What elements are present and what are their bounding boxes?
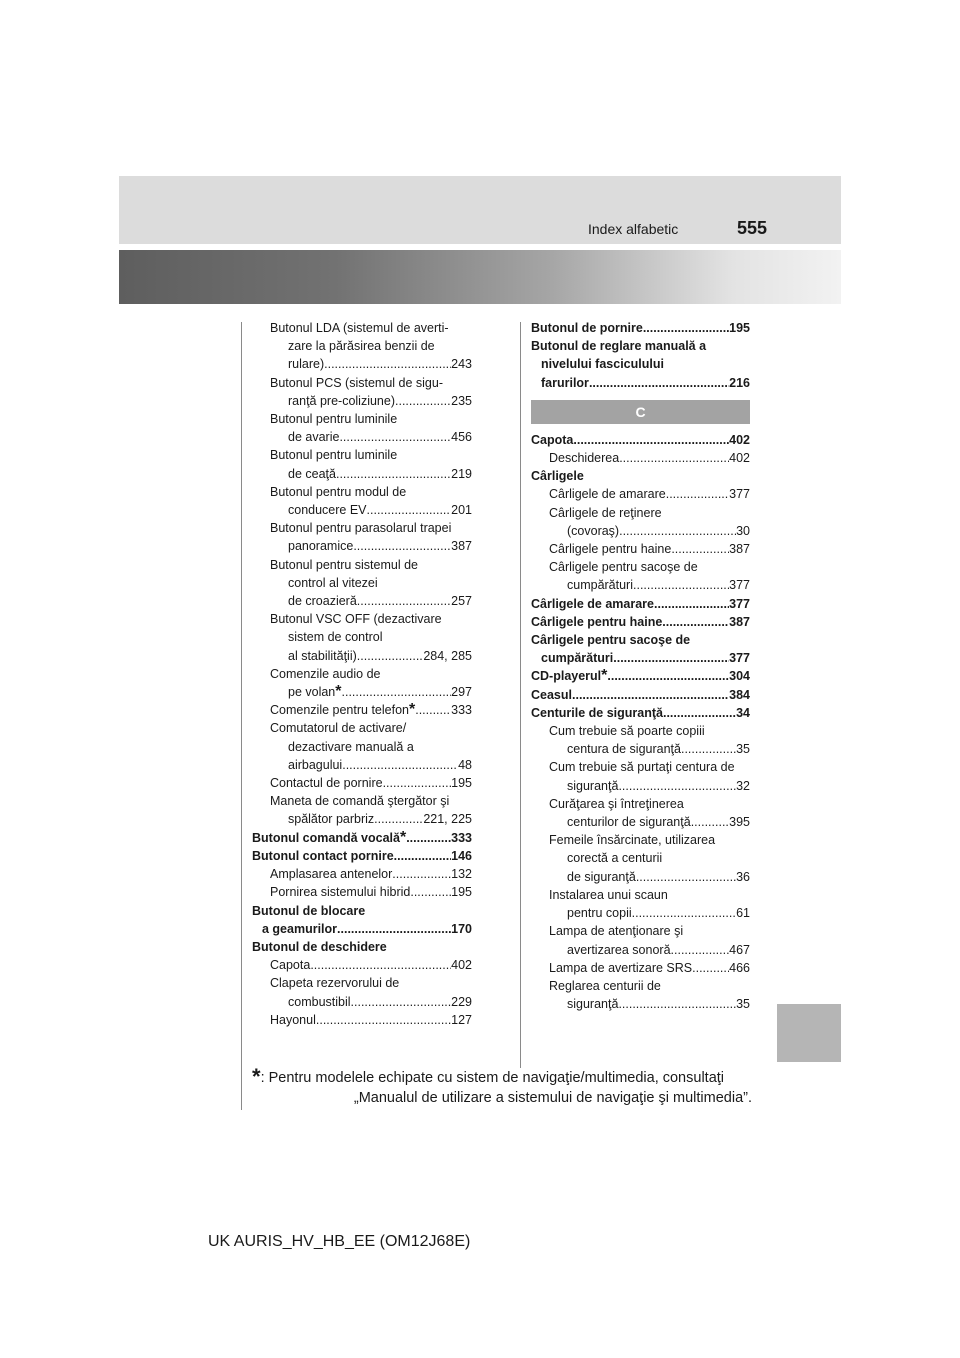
index-entry <box>252 410 472 446</box>
entry-term: de avarie <box>288 430 340 445</box>
entry-text-line: Cârligele pentru sacoşe de <box>531 633 691 648</box>
entry-text-line: Butonul pentru parasolarul trapei <box>270 521 452 536</box>
entry-leader-line <box>549 959 750 977</box>
index-entry <box>531 485 750 503</box>
entry-text-line: Femeile însărcinate, utilizarea <box>549 833 716 848</box>
entry-text-line: Butonul de deschidere <box>252 939 387 954</box>
dot-leader <box>357 647 424 665</box>
header-bar <box>119 176 841 244</box>
dot-leader <box>636 868 736 886</box>
entry-leader-line <box>270 592 472 610</box>
index-entry <box>531 558 750 594</box>
index-entry <box>531 722 750 758</box>
footnote-mark: * <box>252 1064 261 1089</box>
page-reference: 466 <box>729 960 750 975</box>
dot-leader <box>662 613 729 631</box>
page-reference: 257 <box>451 594 472 609</box>
index-group-b-end <box>531 319 750 392</box>
dot-leader <box>691 813 729 831</box>
page-reference: 402 <box>451 958 472 973</box>
entry-leader-line <box>270 428 472 446</box>
index-entry <box>531 449 750 467</box>
entry-leader-line <box>549 485 750 503</box>
entry-term: cumpărături <box>567 578 633 593</box>
index-entry <box>252 956 472 974</box>
entry-term: Cârligele pentru haine <box>531 614 663 629</box>
entry-term: centura de siguranţă <box>567 742 681 757</box>
entry-text-line: Lampa de atenţionare şi <box>549 924 684 939</box>
entry-leader-line <box>531 595 750 613</box>
dot-leader <box>395 392 451 410</box>
entry-leader-line <box>270 756 472 774</box>
dot-leader <box>324 355 451 373</box>
dot-leader <box>367 501 452 519</box>
entry-term: Capota <box>531 432 574 447</box>
page-reference: 387 <box>451 539 472 554</box>
dot-leader <box>374 810 423 828</box>
entry-leader-line <box>531 431 750 449</box>
dot-leader <box>618 777 736 795</box>
entry-text-line: Butonul VSC OFF (dezactivare <box>270 612 442 627</box>
entry-term: Cârligele de amarare <box>531 596 654 611</box>
entry-term: (covoraş) <box>567 523 620 538</box>
page-reference: 146 <box>451 848 472 863</box>
page-reference: 35 <box>736 997 750 1012</box>
entry-text-line: zare la părăsirea benzii de <box>288 339 435 354</box>
index-entry <box>252 938 472 956</box>
footnote-line-1: : Pentru modelele echipate cu sistem de navigaţie/multimedia, consultaţi <box>260 1070 725 1086</box>
dot-leader <box>357 592 451 610</box>
entry-term: cumpărături <box>541 651 614 666</box>
entry-text-line: Butonul de reglare manuală a <box>531 339 707 354</box>
document-code: UK AURIS_HV_HB_EE (OM12J68E) <box>208 1233 471 1250</box>
page-reference: 402 <box>729 451 750 466</box>
index-entry <box>531 504 750 540</box>
entry-term: Cârligele de amarare <box>549 487 666 502</box>
dot-leader <box>618 995 736 1013</box>
index-entry <box>252 902 472 938</box>
footnote <box>252 1064 752 1108</box>
entry-term: rulare) <box>288 357 325 372</box>
entry-text-line: Maneta de comandă ştergător şi <box>270 794 450 809</box>
entry-leader-line <box>270 1011 472 1029</box>
entry-leader-line <box>549 904 750 922</box>
dot-leader <box>607 667 729 685</box>
dot-leader <box>671 941 730 959</box>
index-entry <box>252 556 472 611</box>
entry-leader-line <box>252 920 472 938</box>
entry-leader-line <box>270 465 472 483</box>
index-entry <box>252 974 472 1010</box>
section-letter-c: C <box>531 400 750 424</box>
page-reference: 216 <box>729 375 750 390</box>
entry-text-line: Cum trebuie să purtaţi centura de <box>549 760 735 775</box>
index-entry <box>252 374 472 410</box>
entry-leader-line <box>549 522 750 540</box>
index-entry <box>531 977 750 1013</box>
page-reference: 219 <box>451 466 472 481</box>
entry-leader-line <box>531 704 750 722</box>
index-entry <box>531 686 750 704</box>
page-title: Index alfabetic <box>588 221 679 237</box>
entry-text-line: nivelului fasciculului <box>541 357 664 372</box>
page-reference: 36 <box>736 869 750 884</box>
footnote-line-2: „Manualul de utilizare a sistemului de navigaţie şi multimedia”. <box>353 1090 752 1106</box>
entry-leader-line <box>531 649 750 667</box>
index-entry <box>252 319 472 374</box>
page-reference: 456 <box>451 430 472 445</box>
entry-leader-line <box>270 647 472 665</box>
entry-leader-line <box>531 613 750 631</box>
dot-leader <box>353 537 451 555</box>
dot-leader <box>613 649 729 667</box>
index-entry <box>252 446 472 482</box>
entry-leader-line <box>531 319 750 337</box>
page-reference: 30 <box>736 523 750 538</box>
dot-leader <box>666 485 729 503</box>
dot-leader <box>392 865 451 883</box>
entry-leader-line: CD-playerul * ..... 304 <box>531 667 750 685</box>
entry-text-line: Butonul pentru modul de <box>270 484 407 499</box>
entry-leader-line: pe volan * ..... 297 <box>270 683 472 701</box>
page-reference: 467 <box>729 942 750 957</box>
entry-leader-line <box>270 501 472 519</box>
page-reference: 35 <box>736 742 750 757</box>
entry-term: centurilor de siguranţă <box>567 815 691 830</box>
page-reference: 333 <box>451 703 472 718</box>
entry-text-line: Curăţarea şi întreţinerea <box>549 796 684 811</box>
index-entry <box>531 613 750 631</box>
entry-term: de siguranţă <box>567 869 636 884</box>
index-entry <box>252 610 472 665</box>
entry-leader-line <box>270 883 472 901</box>
dot-leader <box>342 756 458 774</box>
page-reference: 333 <box>451 830 472 845</box>
page-reference: 377 <box>729 596 750 611</box>
entry-term: airbagului <box>288 757 343 772</box>
gradient-banner <box>119 250 841 304</box>
entry-term: Butonul comandă vocală <box>252 830 400 845</box>
index-entry <box>531 922 750 958</box>
dot-leader <box>410 883 451 901</box>
entry-term: Pornirea sistemului hibrid <box>270 885 411 900</box>
entry-term: spălător parbriz <box>288 812 375 827</box>
entry-term: al stabilităţii) <box>288 648 357 663</box>
page-reference: 384 <box>729 687 750 702</box>
entry-term: siguranţă <box>567 997 619 1012</box>
entry-text-line: Butonul LDA (sistemul de averti- <box>270 321 449 335</box>
entry-leader-line <box>549 995 750 1013</box>
page-number: 555 <box>737 218 768 238</box>
chapter-tab <box>777 1004 841 1062</box>
index-entry <box>531 595 750 613</box>
entry-term: conducere EV <box>288 503 367 518</box>
entry-term: Comenzile pentru telefon <box>270 703 409 718</box>
index-entry <box>531 667 750 685</box>
entry-leader-line <box>549 576 750 594</box>
page-reference: 235 <box>451 393 472 408</box>
index-entry <box>252 883 472 901</box>
entry-leader-line <box>270 774 472 792</box>
index-entry <box>531 831 750 886</box>
entry-text-line: corectă a centurii <box>567 851 663 866</box>
page-reference: 195 <box>451 776 472 791</box>
page-reference: 195 <box>729 321 750 335</box>
entry-text-line: Butonul pentru luminile <box>270 448 398 463</box>
entry-term: Butonul de pornire <box>531 321 643 335</box>
index-entry <box>531 319 750 337</box>
entry-text-line: Comutatorul de activare/ <box>270 721 407 736</box>
index-entry <box>531 431 750 449</box>
entry-leader-line <box>270 993 472 1011</box>
dot-leader <box>351 993 452 1011</box>
dot-leader <box>619 449 729 467</box>
page-reference: 229 <box>451 994 472 1009</box>
dot-leader <box>633 576 729 594</box>
entry-leader-line <box>270 810 472 828</box>
entry-leader-line <box>549 740 750 758</box>
entry-leader-line <box>531 686 750 704</box>
entry-leader-line <box>549 777 750 795</box>
index-entry <box>252 774 472 792</box>
entry-term: Capota <box>270 958 311 973</box>
page-reference: 132 <box>451 867 472 882</box>
index-entry <box>252 1011 472 1029</box>
index-entry <box>531 959 750 977</box>
index-entry <box>531 704 750 722</box>
entry-term: farurilor <box>541 375 589 390</box>
entry-term: siguranţă <box>567 778 619 793</box>
page-reference: 377 <box>729 651 750 666</box>
page-reference: 170 <box>451 921 472 936</box>
dot-leader <box>589 374 729 392</box>
page-reference: 377 <box>729 487 750 502</box>
page-reference: 201 <box>451 503 472 518</box>
index-entry <box>531 631 750 667</box>
entry-text-line: dezactivare manuală a <box>288 739 414 754</box>
index-entry <box>531 758 750 794</box>
entry-leader-line <box>549 449 750 467</box>
page-reference: 297 <box>451 685 472 700</box>
entry-text-line: Butonul pentru luminile <box>270 412 398 427</box>
page-reference: 304 <box>729 669 750 684</box>
entry-text-line: Comenzile audio de <box>270 666 381 681</box>
index-entry <box>531 540 750 558</box>
index-entry <box>531 337 750 392</box>
entry-text-line: Butonul PCS (sistemul de sigu- <box>270 375 443 390</box>
entry-term: Centurile de siguranţă <box>531 705 663 720</box>
index-entry <box>252 865 472 883</box>
dot-leader <box>572 686 729 704</box>
index-entry <box>531 795 750 831</box>
entry-text-line: sistem de control <box>288 630 383 645</box>
dot-leader <box>415 701 451 719</box>
index-entry <box>252 483 472 519</box>
entry-text-line: Cârligele <box>531 469 584 484</box>
page-reference: 402 <box>729 432 750 447</box>
index-entry <box>531 886 750 922</box>
entry-term: Amplasarea antenelor <box>270 867 393 882</box>
dot-leader <box>316 1011 451 1029</box>
entry-text-line: Cum trebuie să poarte copiii <box>549 724 705 739</box>
page-reference: 61 <box>736 906 750 921</box>
column-divider <box>520 322 521 1068</box>
entry-text-line: Clapeta rezervorului de <box>270 976 400 991</box>
index-column-left <box>252 319 472 1029</box>
entry-term: CD-playerul <box>531 669 602 684</box>
entry-leader-line <box>549 868 750 886</box>
page-reference: 195 <box>451 885 472 900</box>
dot-leader <box>310 956 451 974</box>
page-reference: 127 <box>451 1012 472 1027</box>
entry-leader-line <box>549 941 750 959</box>
entry-term: Lampa de avertizare SRS <box>549 960 693 975</box>
dot-leader <box>573 431 729 449</box>
dot-leader <box>643 319 729 337</box>
entry-term: avertizarea sonoră <box>567 942 671 957</box>
dot-leader <box>671 540 729 558</box>
entry-term: Cârligele pentru haine <box>549 542 672 557</box>
index-entry <box>252 665 472 701</box>
entry-leader-line <box>549 813 750 831</box>
entry-leader-line <box>270 392 472 410</box>
entry-text-line: Butonul pentru sistemul de <box>270 557 419 572</box>
entry-text-line: Cârligele de reţinere <box>549 505 662 520</box>
entry-leader-line <box>270 355 472 373</box>
page-reference: 221, 225 <box>423 812 472 827</box>
dot-leader <box>394 847 451 865</box>
page-reference: 377 <box>729 578 750 593</box>
left-rule <box>241 322 242 1110</box>
entry-text-line: Reglarea centurii de <box>549 978 661 993</box>
entry-term: a geamurilor <box>262 921 338 936</box>
page-reference: 395 <box>729 815 750 830</box>
entry-term: Deschiderea <box>549 451 620 466</box>
dot-leader <box>406 829 451 847</box>
entry-leader-line <box>531 374 750 392</box>
index-entry <box>252 701 472 719</box>
index-entry <box>531 467 750 485</box>
entry-leader-line <box>270 865 472 883</box>
entry-leader-line <box>252 847 472 865</box>
index-group-c <box>531 431 750 1014</box>
dot-leader <box>663 704 736 722</box>
entry-text-line: control al vitezei <box>288 575 378 590</box>
page-reference: 48 <box>458 757 472 772</box>
entry-leader-line <box>549 540 750 558</box>
entry-term: Contactul de pornire <box>270 776 383 791</box>
dot-leader <box>337 920 451 938</box>
entry-text-line: Butonul de blocare <box>252 903 366 918</box>
page-reference: 243 <box>451 357 472 372</box>
entry-term: panoramice <box>288 539 354 554</box>
dot-leader <box>692 959 729 977</box>
entry-term: Hayonul <box>270 1012 316 1027</box>
page-reference: 387 <box>729 542 750 557</box>
entry-text-line: Cârligele pentru sacoşe de <box>549 560 698 575</box>
entry-term: Butonul contact pornire <box>252 848 394 863</box>
page-reference: 387 <box>729 614 750 629</box>
entry-leader-line <box>270 956 472 974</box>
dot-leader <box>336 465 451 483</box>
entry-leader-line: Butonul comandă vocală * ..... 333 <box>252 829 472 847</box>
dot-leader <box>632 904 736 922</box>
entry-text-line: Instalarea unui scaun <box>549 887 668 902</box>
page-reference: 284, 285 <box>423 648 472 663</box>
entry-term: combustibil <box>288 994 351 1009</box>
entry-term: pentru copii <box>567 906 632 921</box>
entry-term: pe volan <box>288 685 336 700</box>
index-entry <box>252 719 472 774</box>
dot-leader <box>339 428 451 446</box>
index-entry <box>252 792 472 828</box>
index-column-right <box>531 319 750 1013</box>
dot-leader <box>619 522 736 540</box>
entry-term: de ceaţă <box>288 466 336 481</box>
page-reference: 32 <box>736 778 750 793</box>
dot-leader <box>654 595 729 613</box>
entry-leader-line: Comenzile pentru telefon * ..... 333 <box>270 701 472 719</box>
dot-leader <box>383 774 452 792</box>
entry-term: de croazieră <box>288 594 357 609</box>
entry-leader-line <box>270 537 472 555</box>
dot-leader <box>681 740 736 758</box>
index-entry <box>252 829 472 847</box>
page-reference: 34 <box>736 705 750 720</box>
entry-term: Ceasul <box>531 687 572 702</box>
entry-term: ranţă pre-coliziune) <box>288 393 395 408</box>
index-entry <box>252 519 472 555</box>
dot-leader <box>342 683 452 701</box>
index-entry <box>252 847 472 865</box>
